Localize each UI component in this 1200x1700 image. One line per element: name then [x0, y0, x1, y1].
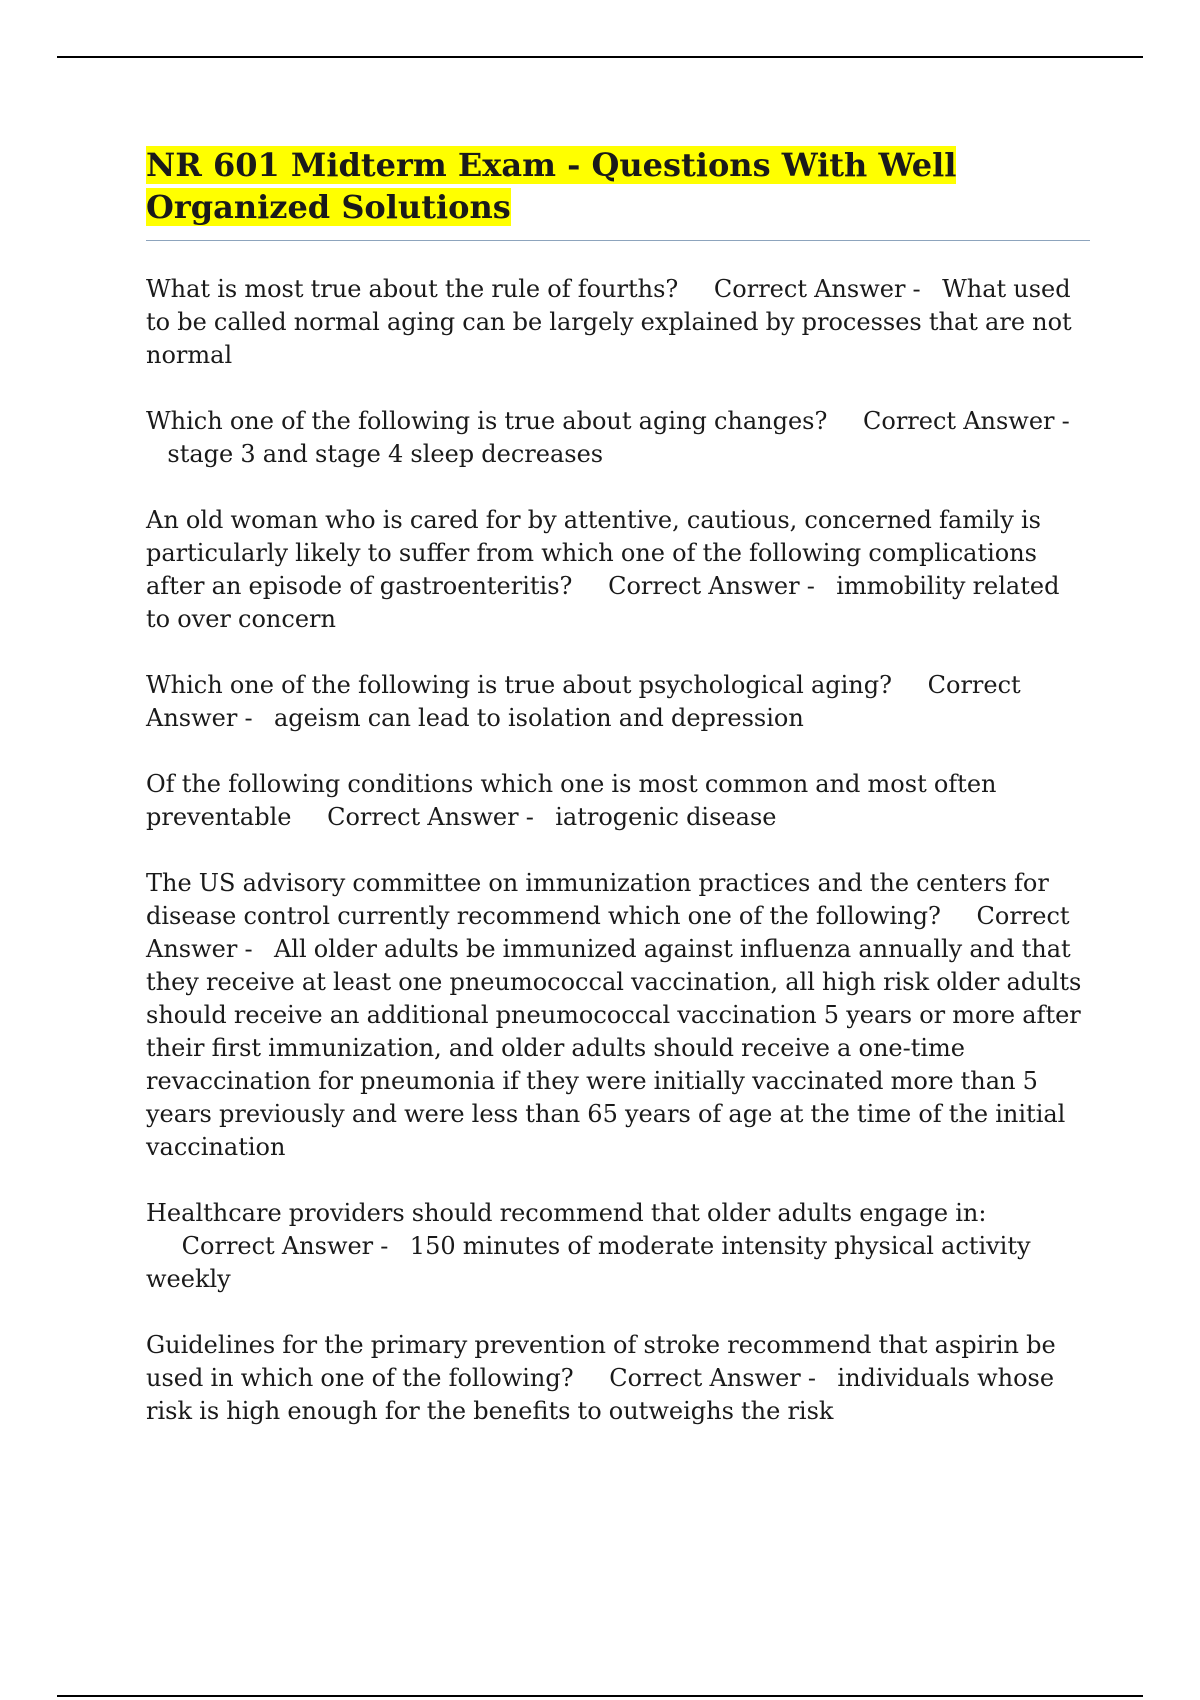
question-text: Which one of the following is true about aging changes?	[146, 407, 828, 435]
question-text: Healthcare providers should recommend that older adults engage in:	[146, 1199, 987, 1227]
page-top-rule	[57, 56, 1143, 58]
answer-label: Correct Answer -	[713, 275, 921, 303]
question-text: Of the following conditions which one is most common and most often preventable	[146, 770, 997, 831]
page-bottom-rule	[57, 1695, 1143, 1697]
qa-list	[146, 273, 1090, 1428]
answer-label: Correct Answer -	[146, 671, 1021, 732]
question-text: An old woman who is cared for by attentive, cautious, concerned family is particularly likely to suffer from which one of the following complications after an episode of gastroenteritis?	[146, 506, 1041, 600]
qa-item	[146, 768, 1090, 834]
question-text: What is most true about the rule of fourths?	[146, 275, 679, 303]
question-text: Which one of the following is true about psychological aging?	[146, 671, 892, 699]
qa-item	[146, 1329, 1090, 1428]
qa-item	[146, 504, 1090, 636]
answer-text: What used to be called normal aging can be largely explained by processes that are not normal	[146, 275, 1072, 369]
answer-label: Correct Answer -	[146, 902, 1070, 963]
answer-text: iatrogenic disease	[555, 803, 777, 831]
answer-text: ageism can lead to isolation and depression	[273, 704, 804, 732]
answer-label: Correct Answer -	[863, 407, 1070, 435]
answer-label: Correct Answer -	[609, 1364, 817, 1392]
answer-label: Correct Answer -	[181, 1232, 389, 1260]
page-title	[146, 144, 1090, 228]
page-title-highlight: NR 601 Midterm Exam - Questions With Well Organized Solutions	[146, 146, 957, 226]
qa-item	[146, 273, 1090, 372]
title-underline	[146, 240, 1090, 241]
question-text: The US advisory committee on immunization practices and the centers for disease control currently recommend which one of the following?	[146, 869, 1049, 930]
qa-item	[146, 405, 1090, 471]
document-body	[146, 144, 1090, 1461]
answer-text: immobility related to over concern	[146, 572, 1060, 633]
qa-item	[146, 1197, 1090, 1296]
answer-text: All older adults be immunized against influenza annually and that they receive at least one pneumococcal vaccination, all high risk older adults should receive an additional pneumococcal vaccination 5 years or more after their first immunization, and older adults should receive a one-time revaccination for pneumonia if they were initially vaccinated more than 5 years previously and were less than 65 years of age at the time of the initial vaccination	[146, 935, 1082, 1161]
qa-item	[146, 669, 1090, 735]
answer-text: 150 minutes of moderate intensity physical activity weekly	[146, 1232, 1031, 1293]
answer-label: Correct Answer -	[327, 803, 534, 831]
qa-item	[146, 867, 1090, 1164]
answer-label: Correct Answer -	[608, 572, 815, 600]
answer-text: individuals whose risk is high enough for the benefits to outweighs the risk	[146, 1364, 1055, 1425]
question-text: Guidelines for the primary prevention of stroke recommend that aspirin be used in which one of the following?	[146, 1331, 1056, 1392]
answer-text: stage 3 and stage 4 sleep decreases	[167, 440, 604, 468]
